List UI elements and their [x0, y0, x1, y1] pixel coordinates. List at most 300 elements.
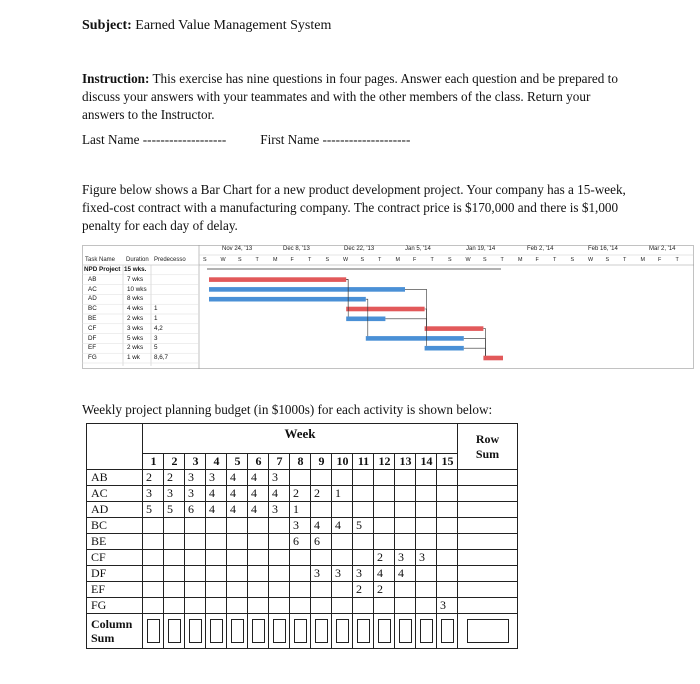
- budget-cell: [353, 598, 374, 614]
- budget-row: [87, 502, 518, 518]
- budget-cell: [143, 550, 164, 566]
- column-sum-cell: [374, 614, 395, 649]
- subject-line: [82, 18, 331, 34]
- budget-cell: 4: [206, 486, 227, 502]
- budget-cell: [416, 534, 437, 550]
- budget-cell: 3: [164, 486, 185, 502]
- budget-cell: [332, 598, 353, 614]
- budget-cell: [206, 598, 227, 614]
- budget-row: [87, 582, 518, 598]
- gantt-day-letter: W: [220, 257, 226, 263]
- budget-cell: 3: [269, 502, 290, 518]
- budget-cell: [143, 598, 164, 614]
- budget-cell: 2: [164, 470, 185, 486]
- gantt-day-letter: F: [413, 257, 417, 263]
- budget-cell: [164, 582, 185, 598]
- budget-cell: 3: [290, 518, 311, 534]
- budget-cell: [395, 582, 416, 598]
- column-sum-answer-box[interactable]: [420, 619, 433, 643]
- budget-cell: [206, 550, 227, 566]
- column-sum-label-line1: Column: [91, 617, 133, 631]
- row-sum-cell: [458, 486, 518, 502]
- week-number-row: [87, 454, 518, 470]
- gantt-task-predecessor: 8,6,7: [154, 354, 169, 362]
- budget-cell: [185, 566, 206, 582]
- column-sum-cell: [206, 614, 227, 649]
- budget-row: [87, 518, 518, 534]
- gantt-date-label: Feb 16, '14: [588, 246, 618, 252]
- budget-cell: [143, 534, 164, 550]
- budget-cell: [374, 518, 395, 534]
- column-sum-cell: [332, 614, 353, 649]
- first-name-field[interactable]: First Name --------------------: [260, 132, 411, 147]
- budget-cell: 3: [395, 550, 416, 566]
- budget-cell: [437, 486, 458, 502]
- budget-row: [87, 470, 518, 486]
- gantt-task-bar: [209, 297, 366, 302]
- budget-cell: [227, 566, 248, 582]
- gantt-task-predecessor: 5: [154, 344, 158, 352]
- budget-cell: 3: [185, 470, 206, 486]
- instruction-label: Instruction:: [82, 71, 150, 86]
- budget-cell: [227, 518, 248, 534]
- column-sum-cell: [290, 614, 311, 649]
- week-number: 13: [395, 454, 416, 470]
- gantt-task-duration: 10 wks: [127, 285, 147, 293]
- budget-cell: 3: [437, 598, 458, 614]
- budget-cell: [185, 598, 206, 614]
- column-sum-answer-box[interactable]: [273, 619, 286, 643]
- gantt-day-letter: S: [325, 257, 330, 263]
- gantt-task-bar: [425, 346, 464, 351]
- budget-cell: [437, 582, 458, 598]
- gantt-task-predecessor: 3: [154, 334, 158, 342]
- budget-cell: [437, 518, 458, 534]
- name-fields: [82, 132, 410, 148]
- budget-row: [87, 598, 518, 614]
- column-sum-label-line2: Sum: [91, 631, 115, 645]
- gantt-project-duration: 15 wks.: [124, 266, 147, 273]
- gantt-day-letter: S: [483, 257, 487, 263]
- activity-label: AB: [87, 470, 143, 486]
- budget-cell: [374, 534, 395, 550]
- budget-cell: 5: [164, 502, 185, 518]
- budget-cell: [437, 502, 458, 518]
- budget-cell: 4: [206, 502, 227, 518]
- budget-cell: [164, 534, 185, 550]
- budget-cell: 3: [353, 566, 374, 582]
- gantt-date-label: Mar 2, '14: [649, 246, 676, 252]
- budget-cell: [290, 470, 311, 486]
- budget-cell: 3: [332, 566, 353, 582]
- budget-cell: 4: [374, 566, 395, 582]
- gantt-project-name: NPD Project: [84, 266, 121, 273]
- week-number: 11: [353, 454, 374, 470]
- budget-cell: 2: [374, 550, 395, 566]
- activity-label: BE: [87, 534, 143, 550]
- budget-cell: [311, 598, 332, 614]
- budget-cell: [143, 566, 164, 582]
- budget-cell: [395, 502, 416, 518]
- activity-label: FG: [87, 598, 143, 614]
- column-sum-answer-box[interactable]: [357, 619, 370, 643]
- gantt-task-bar: [209, 287, 405, 292]
- column-sum-answer-box[interactable]: [147, 619, 160, 643]
- budget-cell: 3: [416, 550, 437, 566]
- instruction-text: This exercise has nine questions in four pages. Answer each question and be prepared to discuss your answers with your teammates and with the other members of the class. Return your answers to the Instructor.: [82, 71, 618, 122]
- gantt-day-letter: S: [605, 257, 610, 263]
- budget-cell: [332, 550, 353, 566]
- column-sum-cell: [353, 614, 374, 649]
- budget-cell: 5: [353, 518, 374, 534]
- budget-cell: [416, 470, 437, 486]
- budget-row: [87, 566, 518, 582]
- activity-label: EF: [87, 582, 143, 598]
- gantt-task-bar: [346, 307, 424, 312]
- budget-cell: [248, 550, 269, 566]
- budget-cell: [437, 566, 458, 582]
- gantt-task-predecessor: 1: [154, 315, 158, 322]
- gantt-day-letter: T: [378, 257, 382, 263]
- week-number: 3: [185, 454, 206, 470]
- gantt-day-letter: T: [553, 257, 557, 263]
- week-number: 7: [269, 454, 290, 470]
- gantt-task-duration: 4 wks: [127, 305, 144, 313]
- column-sum-cell: [248, 614, 269, 649]
- budget-cell: 4: [248, 502, 269, 518]
- budget-cell: [332, 534, 353, 550]
- column-sum-answer-box[interactable]: [315, 619, 328, 643]
- budget-cell: [185, 518, 206, 534]
- budget-cell: [269, 566, 290, 582]
- budget-cell: [164, 518, 185, 534]
- budget-cell: [416, 598, 437, 614]
- budget-cell: [395, 486, 416, 502]
- gantt-task-duration: 3 wks: [127, 324, 144, 332]
- gantt-day-letter: F: [658, 257, 662, 263]
- week-number: 9: [311, 454, 332, 470]
- budget-cell: 4: [269, 486, 290, 502]
- gantt-task-duration: 1 wk: [127, 354, 140, 362]
- grand-sum-answer-box[interactable]: [467, 619, 509, 643]
- budget-cell: [290, 582, 311, 598]
- budget-cell: [416, 486, 437, 502]
- grand-sum-cell: [458, 614, 518, 649]
- budget-cell: [311, 470, 332, 486]
- column-sum-cell: [227, 614, 248, 649]
- budget-cell: [353, 502, 374, 518]
- budget-cell: [164, 598, 185, 614]
- budget-cell: [437, 550, 458, 566]
- budget-cell: 4: [227, 486, 248, 502]
- budget-cell: [416, 502, 437, 518]
- column-sum-answer-box[interactable]: [210, 619, 223, 643]
- budget-cell: 4: [227, 470, 248, 486]
- budget-cell: [416, 518, 437, 534]
- gantt-day-letter: W: [343, 257, 349, 263]
- budget-cell: 6: [290, 534, 311, 550]
- gantt-dependency-link: [464, 338, 486, 355]
- budget-cell: [269, 582, 290, 598]
- row-sum-cell: [458, 598, 518, 614]
- budget-cell: 3: [143, 486, 164, 502]
- budget-cell: [290, 598, 311, 614]
- gantt-task-name: DF: [88, 334, 97, 342]
- budget-cell: [374, 470, 395, 486]
- budget-row: [87, 550, 518, 566]
- budget-cell: [353, 550, 374, 566]
- column-sum-answer-box[interactable]: [378, 619, 391, 643]
- week-number: 6: [248, 454, 269, 470]
- budget-cell: [353, 534, 374, 550]
- gantt-day-letter: S: [448, 257, 452, 263]
- row-sum-cell: [458, 502, 518, 518]
- budget-cell: [290, 566, 311, 582]
- row-sum-header: [458, 424, 518, 470]
- gantt-dependency-link: [464, 348, 486, 356]
- gantt-day-letter: T: [430, 257, 434, 263]
- budget-cell: 2: [311, 486, 332, 502]
- budget-cell: [227, 550, 248, 566]
- budget-cell: [311, 502, 332, 518]
- gantt-task-duration: 7 wks: [127, 275, 144, 283]
- budget-cell: [332, 582, 353, 598]
- budget-cell: [248, 582, 269, 598]
- column-sum-answer-box[interactable]: [441, 619, 454, 643]
- column-sum-answer-box[interactable]: [399, 619, 412, 643]
- budget-cell: [164, 550, 185, 566]
- row-sum-header-line2: Sum: [475, 446, 500, 461]
- budget-cell: [395, 470, 416, 486]
- budget-cell: 3: [206, 470, 227, 486]
- gantt-day-letter: S: [360, 257, 365, 263]
- gantt-task-duration: 2 wks: [127, 344, 144, 352]
- budget-cell: [269, 598, 290, 614]
- budget-cell: [332, 470, 353, 486]
- week-number: 1: [143, 454, 164, 470]
- budget-cell: [332, 502, 353, 518]
- gantt-date-label: Feb 2, '14: [527, 246, 554, 252]
- budget-cell: [206, 566, 227, 582]
- activity-label: AC: [87, 486, 143, 502]
- gantt-task-bar: [346, 317, 385, 322]
- gantt-task-duration: 2 wks: [127, 315, 144, 322]
- budget-cell: [311, 582, 332, 598]
- budget-cell: [227, 534, 248, 550]
- budget-cell: 3: [311, 566, 332, 582]
- gantt-day-letter: T: [255, 257, 259, 263]
- budget-cell: [353, 470, 374, 486]
- budget-row: [87, 486, 518, 502]
- row-sum-header-line1: Row: [475, 431, 500, 446]
- gantt-task-bar: [425, 326, 484, 331]
- gantt-day-letter: F: [290, 257, 294, 263]
- gantt-day-letter: T: [623, 257, 627, 263]
- gantt-task-name: BE: [88, 315, 97, 322]
- budget-cell: [185, 550, 206, 566]
- column-sum-answer-box[interactable]: [168, 619, 181, 643]
- gantt-header-predecessor: Predecesso: [154, 257, 186, 263]
- budget-cell: [290, 550, 311, 566]
- budget-cell: [227, 582, 248, 598]
- budget-cell: 4: [227, 502, 248, 518]
- budget-cell: [416, 566, 437, 582]
- budget-row: [87, 534, 518, 550]
- column-sum-cell: [143, 614, 164, 649]
- instruction-paragraph: [82, 70, 618, 124]
- activity-label: DF: [87, 566, 143, 582]
- budget-cell: 6: [311, 534, 332, 550]
- column-sum-answer-box[interactable]: [231, 619, 244, 643]
- budget-cell: [269, 550, 290, 566]
- column-sum-answer-box[interactable]: [294, 619, 307, 643]
- row-sum-cell: [458, 566, 518, 582]
- budget-cell: [185, 582, 206, 598]
- budget-cell: 2: [143, 470, 164, 486]
- budget-cell: 4: [248, 486, 269, 502]
- budget-cell: 2: [290, 486, 311, 502]
- column-sum-cell: [269, 614, 290, 649]
- gantt-graphics: [82, 245, 694, 369]
- activity-label: CF: [87, 550, 143, 566]
- budget-cell: [395, 598, 416, 614]
- budget-cell: [416, 582, 437, 598]
- budget-cell: [248, 518, 269, 534]
- column-sum-cell: [164, 614, 185, 649]
- gantt-header-duration: Duration: [126, 257, 149, 263]
- budget-cell: 3: [185, 486, 206, 502]
- budget-cell: [206, 518, 227, 534]
- budget-cell: [311, 550, 332, 566]
- budget-cell: [143, 582, 164, 598]
- column-sum-label: [87, 614, 143, 649]
- column-sum-cell: [416, 614, 437, 649]
- budget-cell: [227, 598, 248, 614]
- gantt-date-label: Dec 22, '13: [344, 246, 375, 252]
- gantt-task-duration: 8 wks: [127, 295, 144, 303]
- gantt-task-name: FG: [88, 354, 97, 362]
- column-sum-answer-box[interactable]: [252, 619, 265, 643]
- budget-cell: [206, 534, 227, 550]
- gantt-task-name: BC: [88, 305, 97, 313]
- gantt-task-predecessor: 4,2: [154, 324, 163, 332]
- gantt-day-letter: M: [640, 257, 645, 263]
- budget-cell: [374, 502, 395, 518]
- gantt-task-name: AC: [88, 285, 97, 293]
- column-sum-cell: [395, 614, 416, 649]
- gantt-day-letter: T: [308, 257, 312, 263]
- gantt-date-label: Jan 5, '14: [405, 246, 431, 252]
- week-number: 4: [206, 454, 227, 470]
- budget-cell: [248, 598, 269, 614]
- budget-cell: [185, 534, 206, 550]
- row-sum-cell: [458, 470, 518, 486]
- gantt-day-letter: W: [588, 257, 594, 263]
- gantt-chart: [82, 245, 694, 369]
- budget-cell: [248, 566, 269, 582]
- row-sum-cell: [458, 582, 518, 598]
- column-sum-answer-box[interactable]: [336, 619, 349, 643]
- gantt-day-letter: T: [500, 257, 504, 263]
- gantt-date-label: Dec 8, '13: [283, 246, 310, 252]
- budget-cell: [248, 534, 269, 550]
- last-name-field[interactable]: Last Name -------------------: [82, 132, 227, 147]
- gantt-day-letter: W: [465, 257, 471, 263]
- gantt-dependency-link: [385, 319, 426, 346]
- gantt-task-name: EF: [88, 344, 97, 352]
- gantt-day-letter: M: [273, 257, 278, 263]
- budget-cell: [269, 518, 290, 534]
- gantt-date-label: Jan 19, '14: [466, 246, 496, 252]
- week-header: Week: [143, 424, 458, 454]
- gantt-day-letter: F: [535, 257, 539, 263]
- budget-header-row: [87, 424, 518, 454]
- subject-text: Earned Value Management System: [135, 18, 332, 33]
- budget-cell: [437, 470, 458, 486]
- budget-cell: [374, 486, 395, 502]
- activity-label: BC: [87, 518, 143, 534]
- budget-cell: 5: [143, 502, 164, 518]
- gantt-day-letter: M: [518, 257, 523, 263]
- column-sum-cell: [185, 614, 206, 649]
- budget-table: [86, 423, 518, 649]
- week-number: 15: [437, 454, 458, 470]
- row-sum-cell: [458, 518, 518, 534]
- week-number: 14: [416, 454, 437, 470]
- column-sum-answer-box[interactable]: [189, 619, 202, 643]
- week-number: 2: [164, 454, 185, 470]
- gantt-task-name: AD: [88, 295, 97, 303]
- subject-label: Subject:: [82, 18, 132, 33]
- gantt-task-predecessor: 1: [154, 305, 158, 313]
- week-number: 12: [374, 454, 395, 470]
- budget-cell: 4: [311, 518, 332, 534]
- column-sum-cell: [311, 614, 332, 649]
- budget-cell: 6: [185, 502, 206, 518]
- gantt-task-name: AB: [88, 275, 97, 283]
- gantt-day-letter: S: [570, 257, 575, 263]
- column-sum-cell: [437, 614, 458, 649]
- budget-cell: [164, 566, 185, 582]
- budget-cell: [206, 582, 227, 598]
- gantt-task-bar: [209, 277, 346, 282]
- week-number: 10: [332, 454, 353, 470]
- gantt-day-letter: S: [203, 257, 207, 263]
- gantt-task-bar: [366, 336, 464, 341]
- week-number: 5: [227, 454, 248, 470]
- row-sum-cell: [458, 550, 518, 566]
- figure-description: Figure below shows a Bar Chart for a new product development project. Your company has a 15-week, fixed-cost contract with a manufacturing company. The contract price is $170,000 and there is $1,000 penalty for each day of delay.: [82, 182, 626, 233]
- activity-label: AD: [87, 502, 143, 518]
- budget-cell: [374, 598, 395, 614]
- budget-cell: [269, 534, 290, 550]
- gantt-date-label: Nov 24, '13: [222, 246, 253, 252]
- week-number: 8: [290, 454, 311, 470]
- budget-cell: [353, 486, 374, 502]
- gantt-day-letter: T: [675, 257, 679, 263]
- budget-cell: [437, 534, 458, 550]
- budget-cell: 1: [290, 502, 311, 518]
- budget-cell: [395, 534, 416, 550]
- gantt-day-letter: M: [395, 257, 400, 263]
- budget-title: Weekly project planning budget (in $1000s) for each activity is shown below:: [82, 402, 493, 417]
- budget-cell: 2: [374, 582, 395, 598]
- budget-cell: 4: [248, 470, 269, 486]
- gantt-task-name: CF: [88, 324, 97, 332]
- budget-cell: 2: [353, 582, 374, 598]
- budget-cell: 4: [332, 518, 353, 534]
- gantt-day-letter: S: [238, 257, 242, 263]
